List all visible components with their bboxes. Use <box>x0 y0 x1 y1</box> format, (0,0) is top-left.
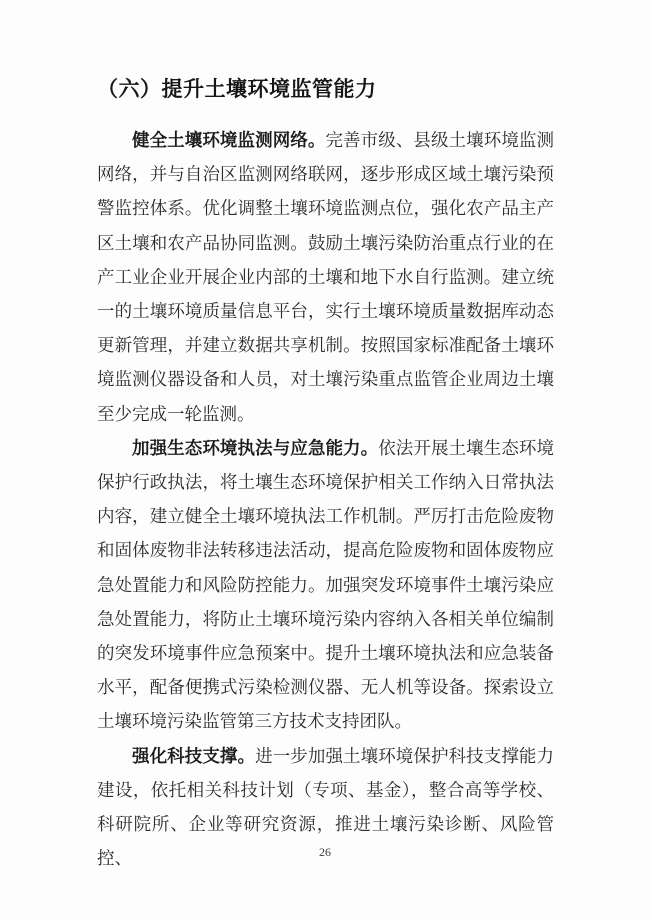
paragraph-lead: 健全土壤环境监测网络。 <box>132 130 326 150</box>
paragraph-lead: 加强生态环境执法与应急能力。 <box>132 437 379 458</box>
paragraph-body: 完善市级、县级土壤环境监测网络，并与自治区监测网络联网，逐步形成区域土壤污染预警监控体系。优化调整土壤环境监测点位，强化农产品主产区土壤和农产品协同监测。鼓励土壤污染防治重点行业的在产工业企业开展企业内部的土壤和地下水自行监测。建立统一的土壤环境质量信息平台，实行土壤环境质量数据库动态更新管理，并建立数据共享机制。按照国家标准配备土壤环境监测仪器设备和人员，对土壤污染重点监管企业周边土壤至少完成一轮监测。 <box>97 130 555 424</box>
section-heading: （六）提升土壤环境监管能力 <box>97 77 377 101</box>
paragraph-monitoring-network <box>97 123 554 431</box>
page-number: 26 <box>319 845 331 859</box>
document-content <box>97 72 554 875</box>
paragraph-body: 依法开展土壤生态环境保护行政执法，将土壤生态环境保护相关工作纳入日常执法内容，建立健全土壤环境执法工作机制。严厉打击危险废物和固体废物非法转移违法活动，提高危险废物和固体废物应急处置能力和风险防控能力。加强突发环境事件土壤污染应急处置能力，将防止土壤环境污染内容纳入各相关单位编制的突发环境事件应急预案中。提升土壤环境执法和应急装备水平，配备便携式污染检测仪器、无人机等设备。探索设立土壤环境污染监管第三方技术支持团队。 <box>97 437 555 732</box>
paragraph-lead: 强化科技支撑。 <box>132 745 256 766</box>
paragraph-enforcement-emergency <box>97 431 554 739</box>
paragraph-body: 进一步加强土壤环境保护科技支撑能力建设，依托相关科技计划（专项、基金），整合高等学校、科研院所、企业等研究资源，推进土壤污染诊断、风险管控、 <box>97 745 554 869</box>
